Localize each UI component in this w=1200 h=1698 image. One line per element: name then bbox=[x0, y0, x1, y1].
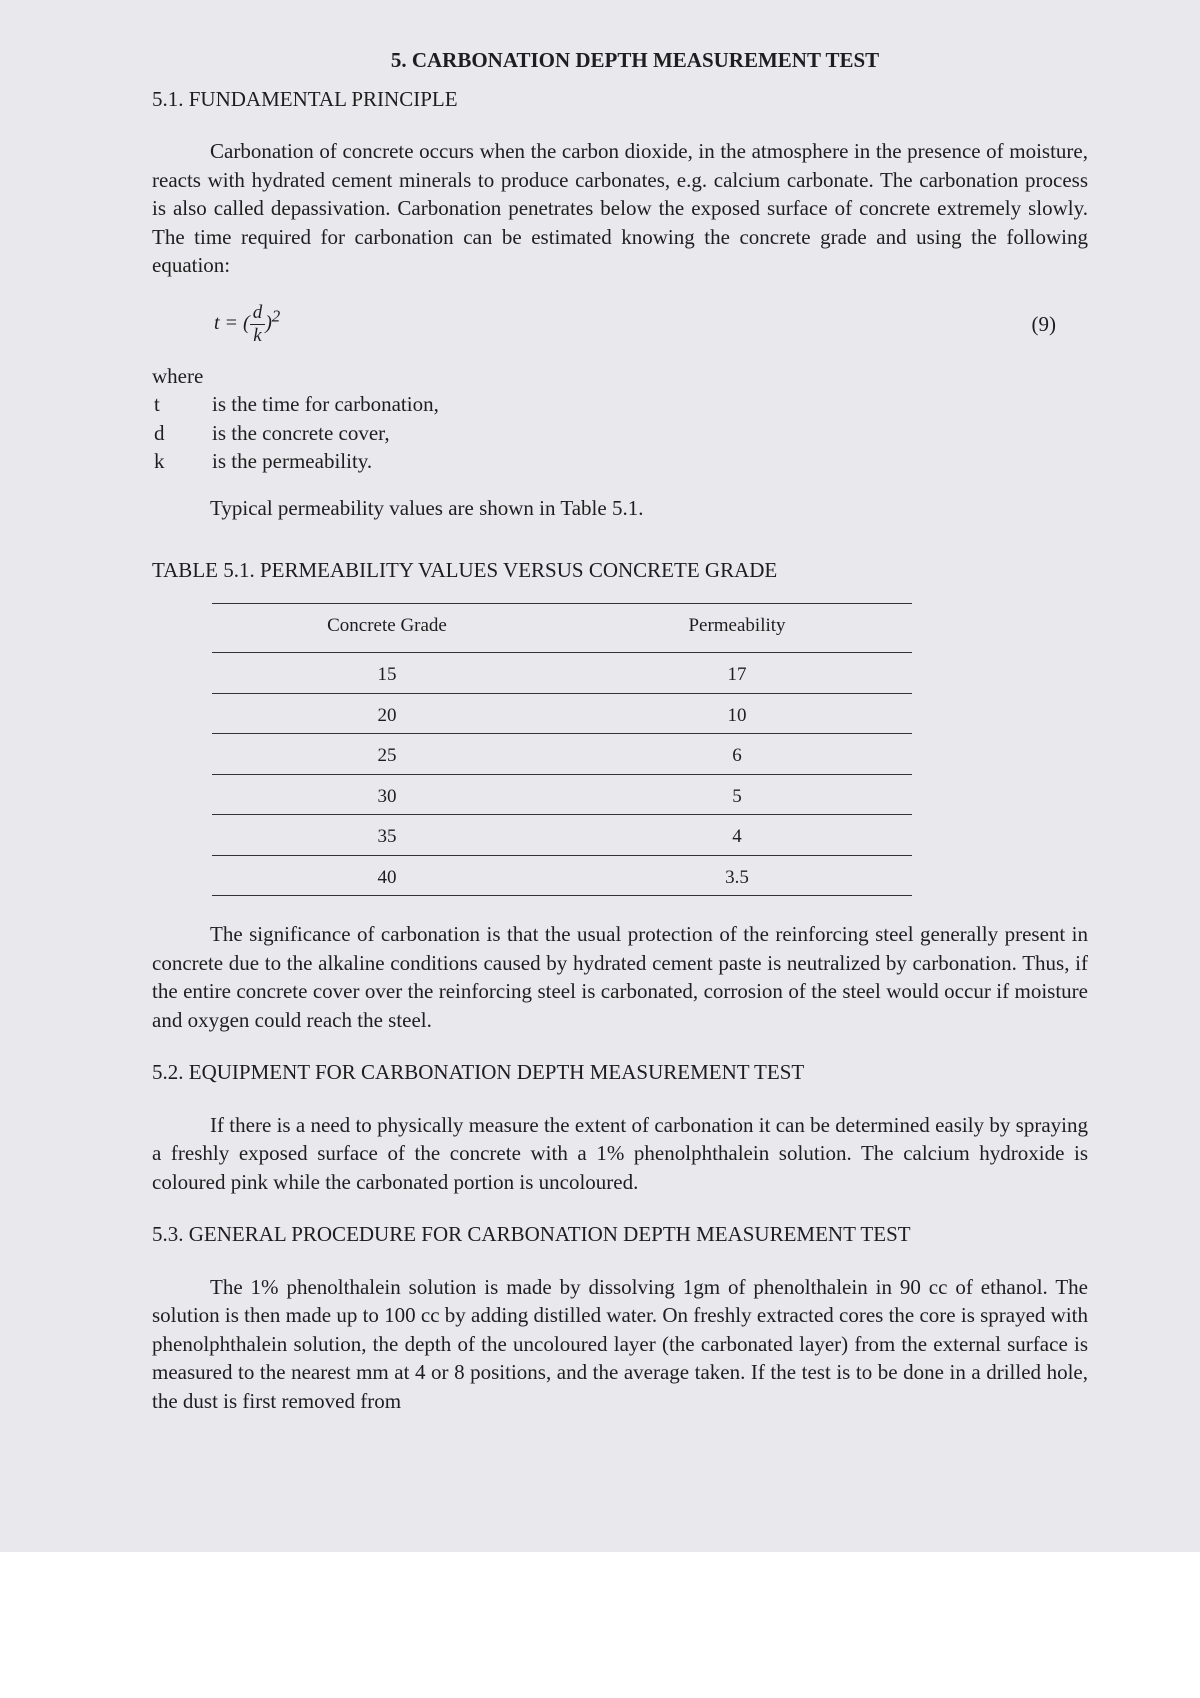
table-row bbox=[212, 815, 912, 856]
where-description: is the concrete cover, bbox=[212, 420, 390, 445]
equation-numerator: d bbox=[250, 302, 266, 325]
cell-permeability: 4 bbox=[562, 815, 912, 856]
where-label: where bbox=[152, 363, 204, 388]
permeability-table bbox=[212, 603, 912, 897]
where-item bbox=[152, 447, 1088, 476]
cell-concrete-grade: 20 bbox=[212, 693, 562, 734]
cell-permeability: 6 bbox=[562, 734, 912, 775]
equation-lhs: t = ( bbox=[214, 311, 250, 334]
table-header-row bbox=[212, 603, 912, 653]
column-header-permeability: Permeability bbox=[562, 603, 912, 653]
section-title: 5. CARBONATION DEPTH MEASUREMENT TEST bbox=[390, 48, 880, 72]
table-row bbox=[212, 774, 912, 815]
paragraph-carbonation-intro: Carbonation of concrete occurs when the carbon dioxide, in the atmosphere in the presence of moisture, reacts with hydrated cement minerals to produce carbonates, e.g. calcium carbonate. The carbonation process is also called depassivation. Carbonation penetrates below the exposed surface of concrete extremely slowly. The time required for carbonation can be estimated knowing the concrete grade and using the following equation: bbox=[152, 139, 1088, 277]
paragraph-equipment: If there is a need to physically measure the extent of carbonation it can be determined easily by spraying a freshly exposed surface of the concrete with a 1% phenolphthalein solution. The calcium hydroxide is coloured pink while the carbonated portion is uncoloured. bbox=[152, 1112, 1088, 1194]
cell-permeability: 3.5 bbox=[562, 855, 912, 896]
table-row bbox=[212, 734, 912, 775]
equation-fraction bbox=[250, 302, 266, 347]
table-title: TABLE 5.1. PERMEABILITY VALUES VERSUS CONCRETE GRADE bbox=[152, 558, 778, 582]
where-item bbox=[152, 419, 1088, 448]
equation-exponent: 2 bbox=[271, 305, 281, 325]
cell-permeability: 17 bbox=[562, 653, 912, 694]
cell-concrete-grade: 25 bbox=[212, 734, 562, 775]
heading-fundamental-principle: 5.1. FUNDAMENTAL PRINCIPLE bbox=[152, 86, 458, 111]
table-row bbox=[212, 693, 912, 734]
equation-block bbox=[152, 300, 1088, 362]
paragraph-procedure: The 1% phenolthalein solution is made by dissolving 1gm of phenolthalein in 90 cc of ethanol. The solution is then made up to 100 cc by adding distilled water. On freshly extracted cores the core is sprayed with phenolphthalein solution, the depth of the uncoloured layer (the carbonated layer) from the external surface is measured to the nearest mm at 4 or 8 positions, and the average taken. If the test is to be done in a drilled hole, the dust is first removed from bbox=[152, 1274, 1089, 1413]
typical-values-note: Typical permeability values are shown in Table 5.1. bbox=[210, 495, 644, 520]
cell-permeability: 5 bbox=[562, 774, 912, 815]
equation-rhs: ) bbox=[265, 311, 272, 334]
paragraph-significance: The significance of carbonation is that the usual protection of the reinforcing steel generally present in concrete due to the alkaline conditions caused by hydrated cement paste is neutralized by carbonation. Thus, if the entire concrete cover over the reinforcing steel is carbonated, corrosion of the steel would occur if moisture and oxygen could reach the steel. bbox=[152, 922, 1088, 1032]
table-row bbox=[212, 855, 912, 896]
cell-concrete-grade: 40 bbox=[212, 855, 562, 896]
cell-concrete-grade: 15 bbox=[212, 653, 562, 694]
table-row bbox=[212, 653, 912, 694]
carbonation-equation bbox=[214, 302, 280, 347]
heading-general-procedure: 5.3. GENERAL PROCEDURE FOR CARBONATION DEPTH MEASUREMENT TEST bbox=[152, 1222, 911, 1246]
where-symbol: d bbox=[154, 420, 165, 445]
equation-denominator: k bbox=[253, 324, 262, 346]
document-body bbox=[152, 46, 1088, 1415]
where-symbol: k bbox=[154, 449, 165, 473]
where-item bbox=[152, 390, 1088, 419]
heading-equipment: 5.2. EQUIPMENT FOR CARBONATION DEPTH MEASUREMENT TEST bbox=[152, 1060, 805, 1084]
column-header-concrete-grade: Concrete Grade bbox=[212, 603, 562, 653]
where-symbol: t bbox=[154, 392, 160, 416]
where-list bbox=[152, 390, 1088, 476]
equation-number: (9) bbox=[1031, 311, 1056, 336]
where-description: is the time for carbonation, bbox=[212, 392, 439, 416]
where-description: is the permeability. bbox=[212, 449, 373, 473]
cell-concrete-grade: 35 bbox=[212, 815, 562, 856]
cell-concrete-grade: 30 bbox=[212, 774, 562, 815]
cell-permeability: 10 bbox=[562, 693, 912, 734]
